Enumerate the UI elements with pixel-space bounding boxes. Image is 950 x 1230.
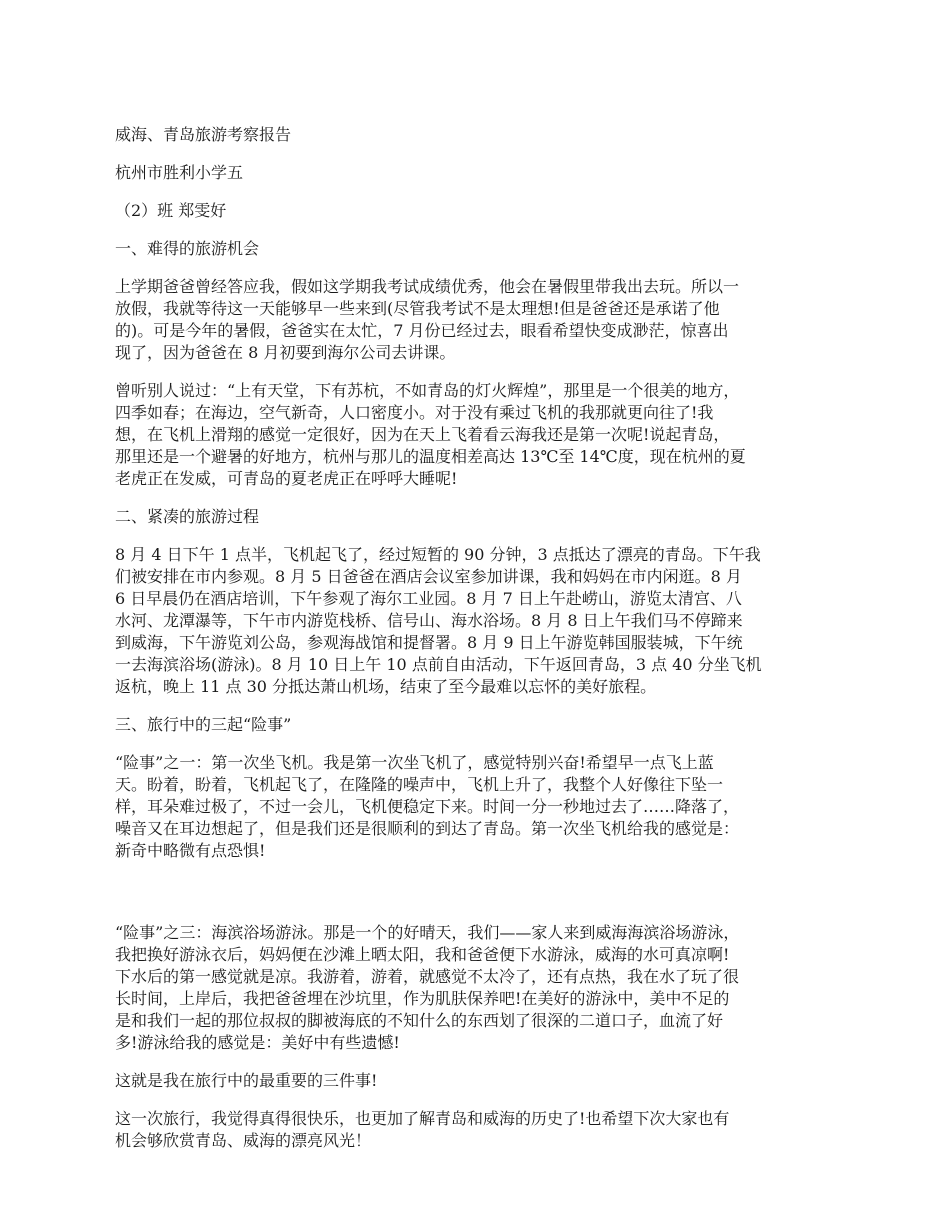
text-line: 样，耳朵难过极了，不过一会儿，飞机便稳定下来。时间一分一秒地过去了……降落了， xyxy=(115,797,740,816)
text-line: 这一次旅行，我觉得真得很快乐，也更加了解青岛和威海的历史了!也希望下次大家也有 xyxy=(115,1109,730,1128)
text-line: 现了，因为爸爸在 8 月初要到海尔公司去讲课。 xyxy=(115,343,456,362)
text-line: 到威海，下午游览刘公岛，参观海战馆和提督署。8 月 9 日上午游览韩国服装城，下午统 xyxy=(115,633,743,652)
closing-paragraph xyxy=(115,1108,839,1152)
blank-gap xyxy=(115,878,839,922)
section1-paragraph-1 xyxy=(115,276,839,364)
section3-paragraph-2 xyxy=(115,922,839,1054)
text-line: 那里还是一个避暑的好地方，杭州与那儿的温度相差高达 13℃至 14℃度，现在杭州的夏 xyxy=(115,447,746,466)
text-line: 一去海滨浴场(游泳)。8 月 10 日上午 10 点前自由活动，下午返回青岛，3 点 40 分坐飞机 xyxy=(115,655,762,674)
text-line: 放假，我就等待这一天能够早一些来到(尽管我考试不是太理想!但是爸爸还是承诺了他 xyxy=(115,299,720,318)
text-line: 的)。可是今年的暑假，爸爸实在太忙，7 月份已经过去，眼看希望快变成渺茫，惊喜出 xyxy=(115,321,729,340)
class-author: （2）班 郑雯好 xyxy=(115,201,227,220)
section3-paragraph-1 xyxy=(115,752,839,862)
text-line: 曾听别人说过：“上有天堂，下有苏杭，不如青岛的灯火辉煌”，那里是一个很美的地方， xyxy=(115,381,740,400)
text-line: 下水后的第一感觉就是凉。我游着，游着，就感觉不太冷了，还有点热，我在水了玩了很 xyxy=(115,967,740,986)
text-line: “险事”之三：海滨浴场游泳。那是一个的好晴天，我们——家人来到威海海滨浴场游泳， xyxy=(115,923,740,942)
text-line: 新奇中略微有点恐惧! xyxy=(115,841,266,860)
text-line: 机会够欣赏青岛、威海的漂亮风光！ xyxy=(115,1131,372,1150)
text-line: 想，在飞机上滑翔的感觉一定很好，因为在天上飞着看云海我还是第一次呢!说起青岛， xyxy=(115,425,730,444)
text-line: 我把换好游泳衣后，妈妈便在沙滩上晒太阳，我和爸爸便下水游泳，威海的水可真凉啊! xyxy=(115,945,730,964)
text-line: 上学期爸爸曾经答应我，假如这学期我考试成绩优秀，他会在暑假里带我出去玩。所以一 xyxy=(115,277,740,296)
document-page xyxy=(115,124,839,1168)
text-line: 是和我们一起的那位叔叔的脚被海底的不知什么的东西划了很深的二道口子，血流了好 xyxy=(115,1011,724,1030)
summary-line: 这就是我在旅行中的最重要的三件事! xyxy=(115,1071,378,1090)
text-line: 长时间，上岸后，我把爸爸埋在沙坑里，作为肌肤保养吧!在美好的游泳中，美中不足的 xyxy=(115,989,730,1008)
text-line: 8 月 4 日下午 1 点半，飞机起飞了，经过短暂的 90 分钟，3 点抵达了漂亮的青岛。下午我 xyxy=(115,545,761,564)
text-line: 噪音又在耳边想起了，但是我们还是很顺利的到达了青岛。第一次坐飞机给我的感觉是： xyxy=(115,819,740,838)
text-line: 老虎正在发威，可青岛的夏老虎正在呼呼大睡呢! xyxy=(115,469,458,488)
school-name: 杭州市胜利小学五 xyxy=(115,163,244,182)
text-line: 天。盼着，盼着，飞机起飞了，在隆隆的噪声中，飞机上升了，我整个人好像往下坠一 xyxy=(115,775,724,794)
text-line: 们被安排在市内参观。8 月 5 日爸爸在酒店会议室参加讲课，我和妈妈在市内闲逛。8 月 xyxy=(115,567,742,586)
text-line: 返杭，晚上 11 点 30 分抵达萧山机场，结束了至今最难以忘怀的美好旅程。 xyxy=(115,677,657,696)
section2-paragraph-1 xyxy=(115,544,839,698)
text-line: 多!游泳给我的感觉是：美好中有些遗憾! xyxy=(115,1033,400,1052)
document-title: 威海、青岛旅游考察报告 xyxy=(115,125,292,144)
section2-heading: 二、紧凑的旅游过程 xyxy=(115,507,260,526)
text-line: 6 日早晨仍在酒店培训，下午参观了海尔工业园。8 月 7 日上午赴崂山，游览太清宫、八 xyxy=(115,589,742,608)
section1-heading: 一、难得的旅游机会 xyxy=(115,239,260,258)
section1-paragraph-2 xyxy=(115,380,839,490)
section3-heading: 三、旅行中的三起“险事” xyxy=(115,715,292,734)
text-line: 水河、龙潭瀑等，下午市内游览栈桥、信号山、海水浴场。8 月 8 日上午我们马不停蹄来 xyxy=(115,611,743,630)
text-line: “险事”之一：第一次坐飞机。我是第一次坐飞机了，感觉特别兴奋!希望早一点飞上蓝 xyxy=(115,753,714,772)
text-line: 四季如春；在海边，空气新奇，人口密度小。对于没有乘过飞机的我那就更向往了!我 xyxy=(115,403,714,422)
